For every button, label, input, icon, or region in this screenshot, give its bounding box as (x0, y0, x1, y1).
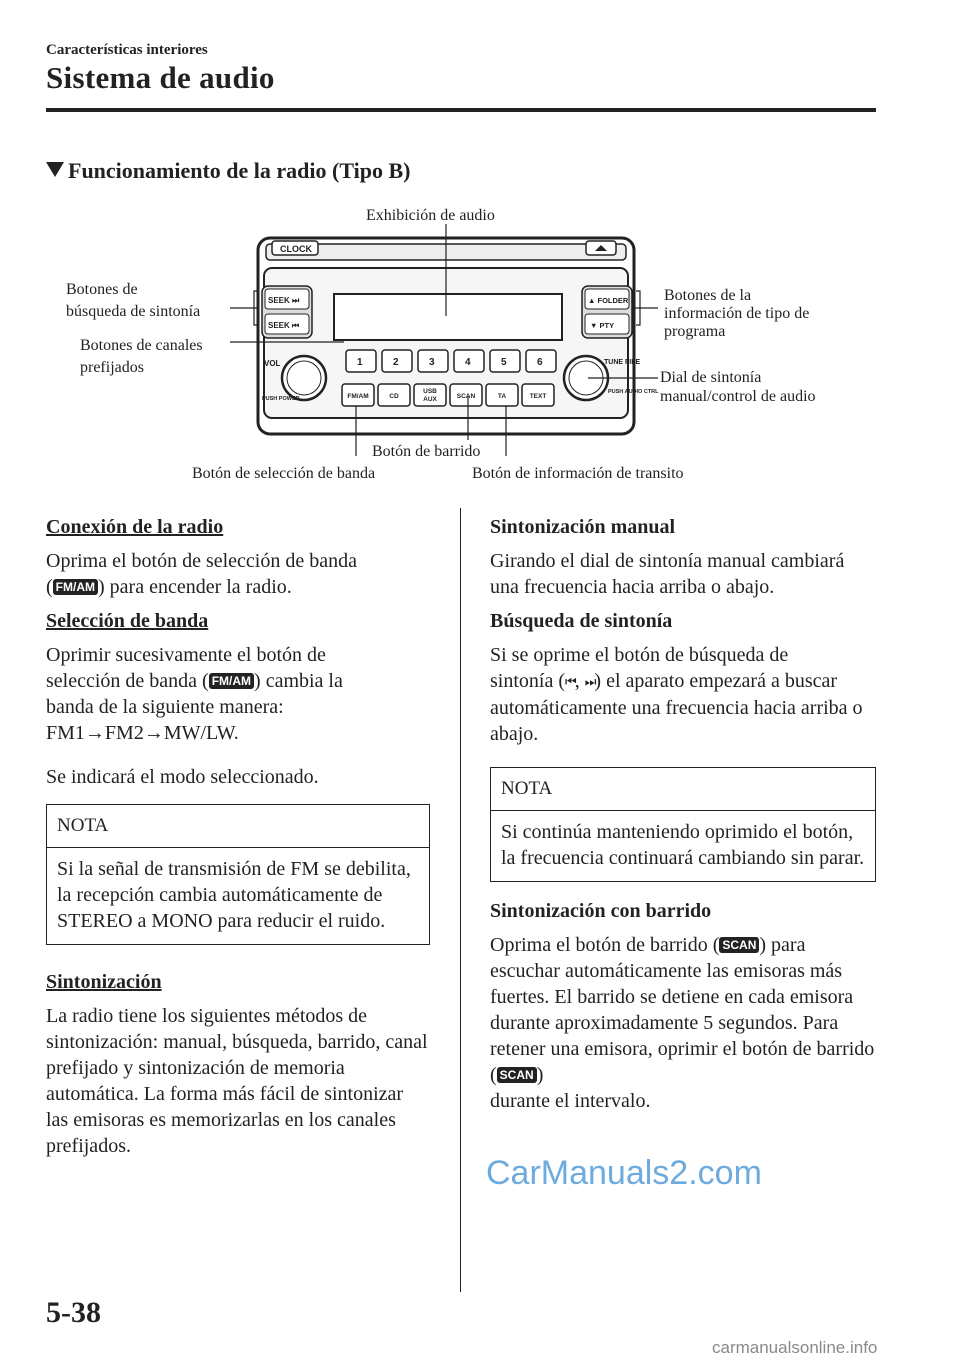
radio-seek-down-label: SEEK ⏮ (268, 321, 300, 330)
text-barrido-a: Oprima el botón de barrido ( (490, 934, 720, 956)
note-body: Si continúa manteniendo oprimido el botón, la frecuencia continuará cambiando sin parar. (501, 821, 865, 869)
callout-preset-2: prefijados (80, 359, 144, 376)
text-busqueda-sep: , (574, 670, 585, 692)
function-button-fm-am (342, 384, 374, 406)
radio-vol-label: VOL (264, 359, 281, 368)
text-busqueda-c: ) el aparato empezará a (594, 670, 780, 692)
note-title: NOTA (47, 805, 429, 848)
callout-preset-1: Botones de canales (80, 337, 203, 354)
text-seleccion (46, 642, 430, 746)
text-barrido-b: ) para escuchar automáticamente las emisoras más fuertes. El barrido se detiene en cada emisora durante aproximadamente 5 segundos. Para retener una emisora, oprimir el botón de barrido ( (490, 934, 875, 1086)
radio-seek-up-label: SEEK ⏭ (268, 296, 300, 305)
text-seleccion-e: FM1→FM2→MW/LW. (46, 722, 239, 744)
text-manual: Girando el dial de sintonía manual cambiará una frecuencia hacia arriba o abajo. (490, 550, 845, 598)
preset-button-label: 6 (537, 357, 543, 368)
section-title-text: Funcionamiento de la radio (Tipo B) (68, 158, 411, 183)
heading-manual: Sintonización manual (490, 516, 676, 538)
heading-seleccion: Selección de banda (46, 610, 209, 632)
radio-pty-label: ▼ PTY (590, 321, 615, 330)
text-barrido-c: ) (536, 1064, 544, 1086)
text-conexion-b: ( (46, 576, 53, 598)
left-column (46, 514, 430, 1167)
text-conexion-c: ) para encender la radio. (98, 576, 292, 598)
page-number: 5-38 (46, 1296, 101, 1329)
text-seleccion-c: ) cambia la (254, 670, 343, 692)
heading-conexion: Conexión de la radio (46, 516, 224, 538)
text-busqueda-d: buscar automáticamente una frecuencia hacia arriba o abajo. (490, 670, 863, 745)
fmam-button-icon: FM/AM (53, 579, 98, 595)
text-conexion (46, 548, 430, 600)
page-title: Sistema de audio (46, 60, 275, 95)
text-seleccion-f: Se indicará el modo seleccionado. (46, 766, 319, 788)
right-column (490, 514, 876, 1122)
function-button-label: CD (389, 393, 399, 400)
preset-button-2 (382, 350, 412, 372)
preset-button-label: 3 (429, 357, 435, 368)
note-body: Si la señal de transmisión de FM se debilita, la recepción cambia automáticamente de STEREO a MONO para reducir el ruido. (57, 858, 411, 932)
function-button-text (522, 384, 554, 406)
text-busqueda (490, 642, 876, 747)
scan-button-icon: SCAN (719, 937, 759, 953)
note-title: NOTA (491, 768, 875, 811)
text-barrido-d: durante el intervalo. (490, 1090, 651, 1112)
note-box-fm (46, 804, 430, 945)
radio-folder-label: ▲ FOLDER (588, 296, 629, 305)
callout-display: Exhibición de audio (366, 207, 495, 224)
callout-seek-1: Botones de (66, 281, 138, 298)
function-button-label: TA (497, 393, 507, 400)
text-conexion-a: Oprima el botón de selección de banda (46, 550, 357, 572)
preset-button-label: 4 (465, 357, 471, 368)
function-button-ta (486, 384, 518, 406)
callout-ta: Botón de información de transito (472, 465, 684, 482)
callout-dial-2: manual/control de audio (660, 388, 816, 405)
text-busqueda-b: sintonía ( (490, 670, 565, 692)
function-button-label: USB (423, 388, 437, 395)
preset-button-4 (454, 350, 484, 372)
function-button-label: AUX (423, 396, 437, 403)
section-header: Características interiores (46, 42, 208, 58)
section-title (46, 158, 410, 184)
watermark-carmanuals: CarManuals2.com (486, 1154, 762, 1192)
radio-push-power-label: PUSH POWER (262, 396, 300, 402)
preset-button-label: 5 (501, 357, 507, 368)
callout-seek-2: búsqueda de sintonía (66, 303, 201, 320)
preset-button-5 (490, 350, 520, 372)
function-button-label: SCAN (456, 393, 476, 400)
volume-knob-icon (282, 356, 326, 400)
preset-button-label: 1 (357, 357, 363, 368)
heading-busqueda: Búsqueda de sintonía (490, 610, 673, 632)
header-rule (46, 108, 876, 112)
function-button-label: TEXT (529, 393, 547, 400)
preset-button-6 (526, 350, 556, 372)
callout-pty-1: Botones de la (664, 287, 752, 304)
callout-pty-2: información de tipo de (664, 305, 810, 322)
function-button-scan (450, 384, 482, 406)
radio-push-audio-label: PUSH AUDIO CTRL (608, 389, 659, 395)
text-seleccion-a: Oprimir sucesivamente el botón de (46, 644, 326, 666)
fmam-button-icon: FM/AM (209, 673, 254, 689)
radio-tune-label: TUNE FILE (604, 359, 641, 366)
watermark-site: carmanualsonline.info (712, 1338, 878, 1357)
preset-button-1 (346, 350, 376, 372)
heading-barrido: Sintonización con barrido (490, 900, 712, 922)
callout-pty-3: programa (664, 323, 726, 340)
triangle-bullet-icon (46, 162, 64, 177)
skip-back-icon: ⏮ (565, 674, 575, 689)
radio-clock-label: CLOCK (280, 244, 312, 254)
function-button-usb-aux (414, 384, 446, 406)
note-box-seek (490, 767, 876, 882)
heading-sintonizacion: Sintonización (46, 971, 162, 993)
column-divider (460, 508, 461, 1292)
radio-display (334, 294, 562, 340)
callout-scan: Botón de barrido (372, 443, 481, 460)
callout-dial-1: Dial de sintonía (660, 369, 762, 386)
text-sintonizacion: La radio tiene los siguientes métodos de sintonización: manual, búsqueda, barrido, canal prefijado y sintonización de memoria automática. La forma más fácil de sintonizar las emisoras es memorizarlas en los canales prefijados. (46, 1005, 428, 1157)
text-busqueda-a: Si se oprime el botón de búsqueda de (490, 644, 789, 666)
preset-button-label: 2 (393, 357, 399, 368)
scan-button-icon: SCAN (497, 1067, 537, 1083)
function-button-label: FM/AM (347, 393, 369, 400)
function-button-cd (378, 384, 410, 406)
text-seleccion-b: selección de banda ( (46, 670, 209, 692)
text-barrido (490, 932, 876, 1114)
text-seleccion-d: banda de la siguiente manera: (46, 696, 284, 718)
skip-forward-icon: ⏭ (584, 674, 595, 689)
preset-button-3 (418, 350, 448, 372)
callout-band: Botón de selección de banda (192, 465, 376, 482)
